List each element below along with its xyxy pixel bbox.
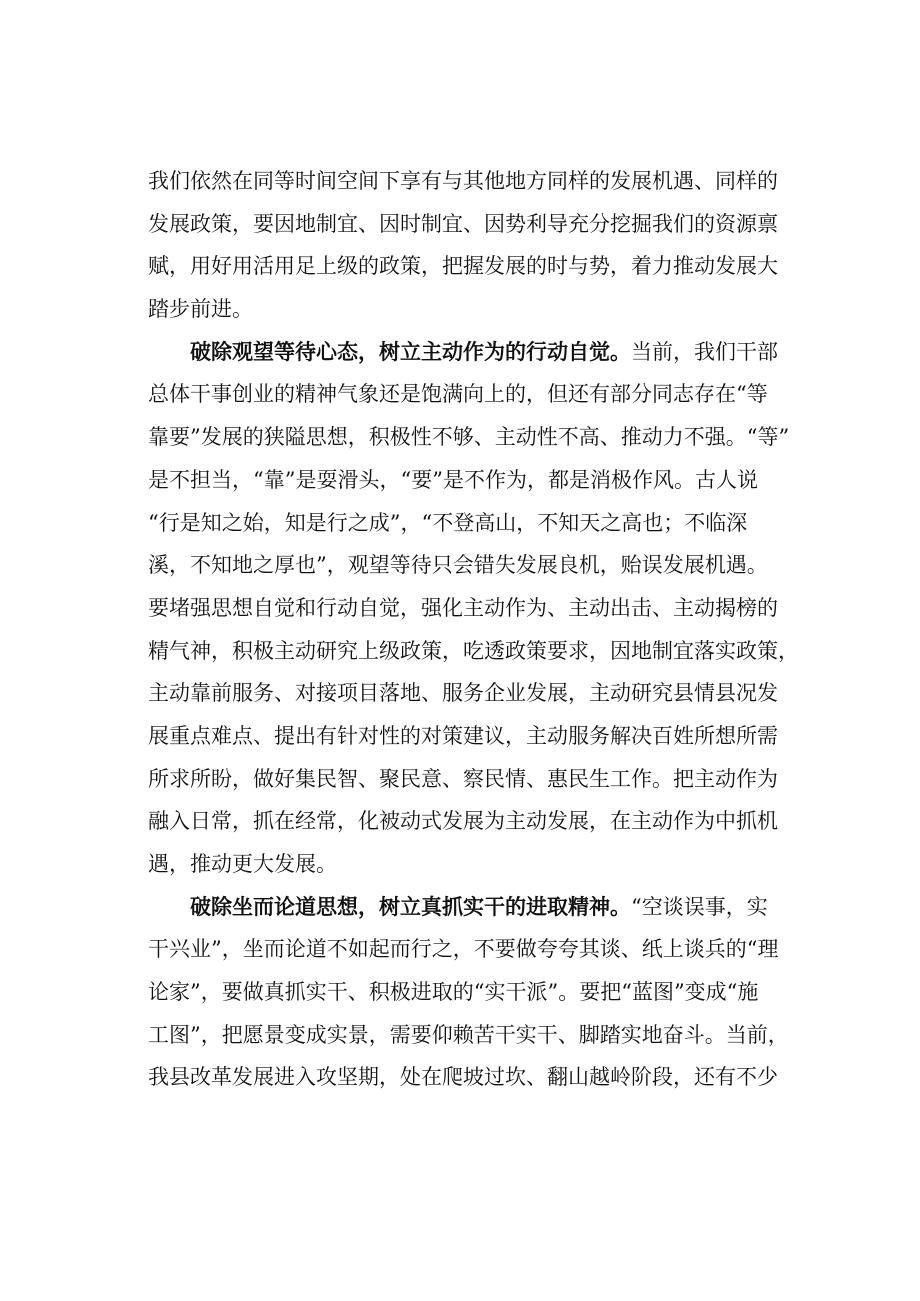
text-line: 要堵强思想自觉和行动自觉，强化主动作为、主动出击、主动揭榜的 — [148, 595, 778, 620]
paragraph-heading: 破除坐而论道思想，树立真抓实干的进取精神。 — [190, 893, 631, 919]
text-line: 论家”，要做真抓实干、积极进取的“实干派”。要把“蓝图”变成“施 — [148, 980, 759, 1005]
text-line: 精气神，积极主动研究上级政策，吃透政策要求，因地制宜落实政策， — [148, 638, 799, 663]
text-line: 干兴业”，坐而论道不如起而行之，不要做夸夸其谈、纸上谈兵的“理 — [148, 937, 779, 962]
document-body — [148, 160, 798, 1099]
text-line: 踏步前进。 — [148, 297, 253, 322]
text-line: 溪，不知地之厚也”，观望等待只会错失发展良机，贻误发展机遇。 — [148, 553, 768, 578]
text-run: 当前，我们干部 — [631, 339, 778, 364]
text-line: 是不担当，“靠”是耍滑头，“要”是不作为，都是消极作风。古人说 — [148, 467, 758, 492]
text-line: 工图”，把愿景变成实景，需要仰赖苦干实干、脚踏实地奋斗。当前， — [148, 1022, 789, 1047]
text-line: 发展政策，要因地制宜、因时制宜、因势利导充分挖掘我们的资源禀 — [148, 211, 778, 236]
text-line — [148, 886, 798, 929]
text-line: 我们依然在同等时间空间下享有与其他地方同样的发展机遇、同样的 — [148, 169, 778, 193]
text-line: 总体干事创业的精神气象还是饱满向上的，但还有部分同志存在“等 — [148, 382, 768, 407]
paragraph-2 — [148, 331, 798, 886]
text-line: 主动靠前服务、对接项目落地、服务企业发展，主动研究县情县况发 — [148, 681, 778, 706]
text-line: 展重点难点、提出有针对性的对策建议，主动服务解决百姓所想所需 — [148, 723, 778, 748]
text-line: “行是知之始，知是行之成”，“不登高山，不知天之高也；不临深 — [148, 510, 748, 535]
text-line: 所求所盼，做好集民智、聚民意、察民情、惠民生工作。把主动作为 — [148, 766, 778, 791]
text-line: 遇，推动更大发展。 — [148, 852, 337, 876]
paragraph-1 — [148, 160, 798, 331]
text-line: 融入日常，抓在经常，化被动式发展为主动发展，在主动作为中抓机 — [148, 809, 778, 834]
paragraph-heading: 破除观望等待心态，树立主动作为的行动自觉。 — [190, 338, 631, 364]
text-run: “空谈误事，实 — [631, 894, 768, 919]
text-line — [148, 331, 798, 374]
text-line: 靠要”发展的狭隘思想，积极性不够、主动性不高、推动力不强。“等” — [148, 425, 790, 450]
paragraph-3 — [148, 886, 798, 1099]
text-line: 我县改革发展进入攻坚期，处在爬坡过坎、翻山越岭阶段，还有不少 — [148, 1065, 778, 1090]
text-line: 赋，用好用活用足上级的政策，把握发展的时与势，着力推动发展大 — [148, 254, 778, 279]
